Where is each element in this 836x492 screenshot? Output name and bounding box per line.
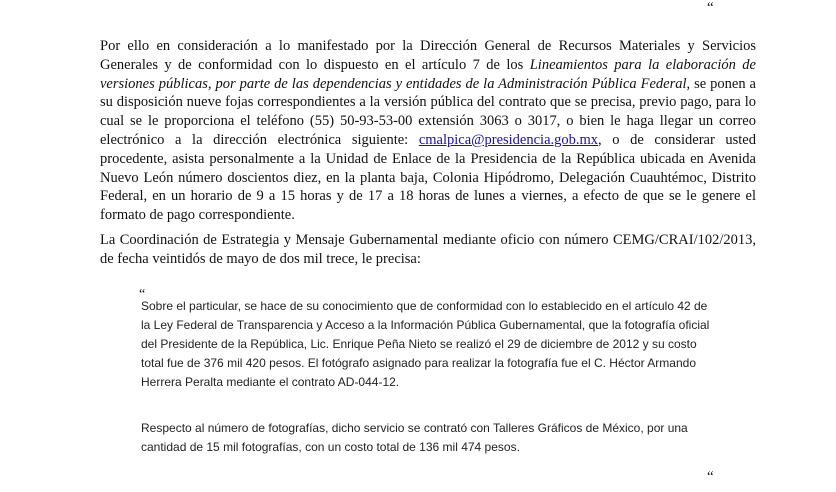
closing-quote-mark: “ bbox=[707, 0, 714, 16]
paragraph-access-instructions bbox=[100, 37, 756, 225]
quote-last-line: el C. Héctor Armando Herrera Peralta mediante el contrato AD-044-12. bbox=[141, 356, 696, 389]
email-link[interactable]: cmalpica@presidencia.gob.mx bbox=[418, 131, 599, 148]
quoted-paragraph-photo-cost bbox=[141, 297, 717, 392]
opening-quote-mark: “ bbox=[139, 287, 146, 302]
paragraph-text: , se ponen a su disposición nueve fojas correspondientes a la versión pública del contrato que se precisa, previo pago, para lo cual se le proporciona el teléfono (55) 50-93-53-00 extensión 3063 o 3017, o bien le haga llegar un correo electrónico a la dirección electrónica siguiente: bbox=[100, 75, 756, 148]
paragraph-text: Por ello en consideración a lo manifestado por la Dirección General de Recursos Materiales y Servicios Generales y de conformidad con lo dispuesto en el artículo 7 de los bbox=[100, 38, 756, 73]
quote-text: Sobre el particular, se hace de su conocimiento que de conformidad con lo establecido en el artículo 42 de la Ley Federal de Transparencia y Acceso a la Información Pública Gubernamental, que la fotografía oficial del Presidente de la República, Lic. Enrique Peña Nieto se realizó el 29 de diciembre de 2012 y su costo total fue de 376 mil 420 pesos. El fotógrafo asignado para realizar la fotografía fue bbox=[141, 299, 710, 370]
paragraph-coordination-office bbox=[100, 231, 756, 269]
quote-last-line: cantidad de 15 mil fotografías, con un costo total de 136 mil 474 pesos. bbox=[141, 440, 520, 454]
lineamientos-title: Lineamientos para la elaboración de versiones públicas, por parte de las dependencias y entidades de la Administración Pública Federal bbox=[100, 56, 756, 92]
paragraph-text: , o de considerar usted procedente, asista personalmente a la Unidad de Enlace de la Presidencia de la República ubicada en Avenida Nuevo León número doscientos diez, en la planta baja, Colonia Hipódromo, Delegación Cuauhtémoc, Distrito Federal, en un horario de 9 a 15 horas y de 17 a 18 horas de lunes a bbox=[100, 131, 756, 205]
quote-text: Respecto al número de fotografías, dicho servicio se contrató con Talleres Gráficos de México, por una bbox=[141, 421, 688, 435]
paragraph-last-line: CEMG/CRAI/102/2013, de fecha veintidós de mayo de dos mil trece, le precisa: bbox=[100, 232, 756, 267]
closing-quote-mark: “ bbox=[707, 469, 714, 485]
paragraph-text: La Coordinación de Estrategia y Mensaje Gubernamental mediante oficio con número bbox=[100, 232, 613, 248]
paragraph-last-line: viernes, a efecto de que se le genere el formato de pago correspondiente. bbox=[100, 188, 756, 224]
quoted-paragraph-photo-count bbox=[141, 419, 717, 457]
